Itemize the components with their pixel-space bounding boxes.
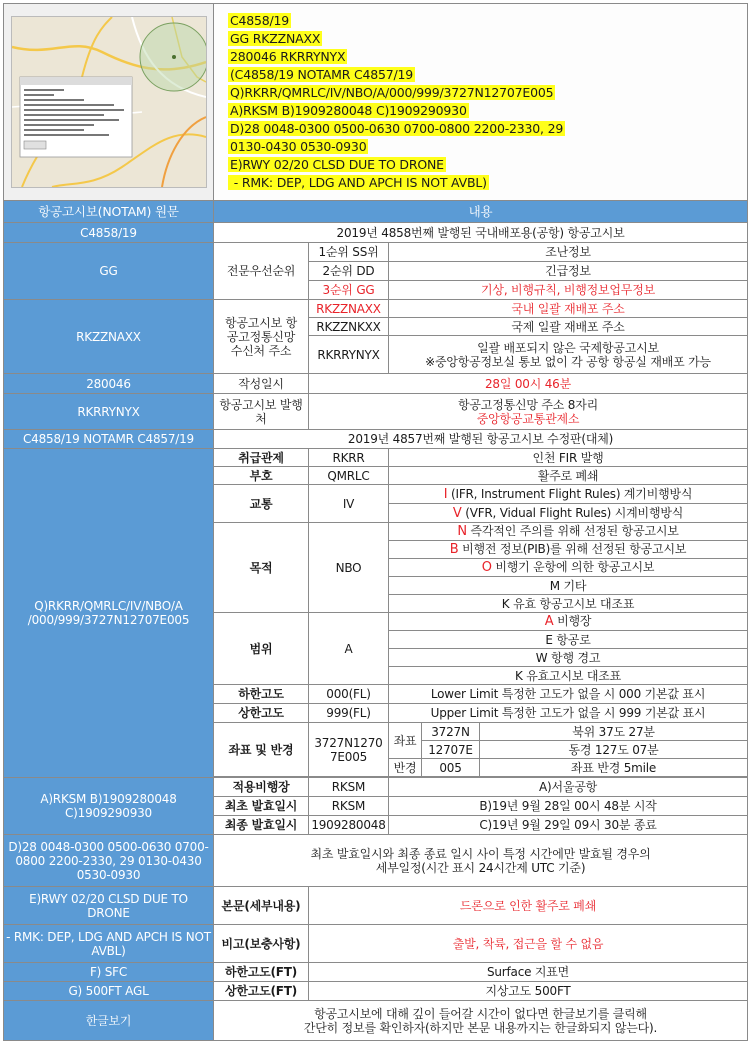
q-coord-code: 3727N1270 7E005 [309, 723, 389, 777]
q-purpose-item: M 기타 [389, 577, 748, 595]
raw-notam-line: Q)RKRR/QMRLC/IV/NBO/A/000/999/3727N12707E005 [230, 85, 554, 100]
rkzz-code: RKRRYNYX [309, 336, 389, 374]
row-label-rmk: - RMK: DEP, LDG AND APCH IS NOT AVBL) [4, 925, 214, 963]
row-label-d: D)28 0048-0300 0500-0630 0700-0800 2200-2330, 29 0130-0430 0530-0930 [4, 835, 214, 887]
q-purpose-item [389, 541, 748, 559]
gg-desc-active: 기상, 비행규칙, 비행정보업무정보 [389, 281, 748, 300]
raw-notam-line: C4858/19 [230, 13, 290, 28]
time-mid: 작성일시 [214, 374, 309, 394]
raw-notam-line: D)28 0048-0300 0500-0630 0700-0800 2200-2330, 29 [230, 121, 564, 136]
row-label-f: F) SFC [4, 963, 214, 982]
q-purpose-item [389, 559, 748, 577]
q-purpose-code: NBO [309, 523, 389, 613]
notam-table [3, 3, 748, 1041]
korean-view-desc [214, 1001, 748, 1041]
f-mid: 하한고도(FT) [214, 963, 309, 982]
map-thumbnail-cell [4, 4, 214, 201]
q-lon-code: 12707E [422, 741, 480, 759]
q-coord-sublabel: 좌표 [389, 723, 422, 759]
q-traffic-text: (VFR, Vidual Flight Rules) 시계비행방식 [461, 505, 684, 520]
raw-notam-line: 280046 RKRRYNYX [230, 49, 346, 64]
header-original: 항공고시보(NOTAM) 원문 [4, 201, 214, 223]
c4858-desc: 2019년 4858번째 발행된 국내배포용(공항) 항공고시보 [214, 223, 748, 243]
d-desc-line: 최초 발효일시와 최종 종료 일시 사이 특정 시간에만 발효될 경우의 [310, 846, 651, 861]
raw-notam-cell [214, 4, 748, 201]
rkzz-desc-note: ※중앙항공정보실 통보 없이 각 공항 항공실 재배포 가능 [425, 354, 711, 369]
rkzz-mid: 항공고시보 항공고정통신망 수신처 주소 [214, 300, 309, 374]
row-label-280046: 280046 [4, 374, 214, 394]
q-purpose-text: 즉각적인 주의를 위해 선정된 항공고시보 [466, 524, 679, 538]
q-traffic-code: IV [309, 485, 389, 523]
q-purpose-letter: O [481, 560, 492, 575]
raw-notam-text [228, 12, 565, 192]
row-label-gg: GG [4, 243, 214, 300]
q-purpose-item: K 유효 항공고시보 대조표 [389, 595, 748, 613]
q-traffic-letter: I [443, 486, 448, 502]
q-purpose-letter: N [457, 524, 467, 539]
abc-desc: B)19년 9월 28일 00시 48분 시작 [389, 797, 748, 816]
issuer-desc-line: 항공고정통신망 주소 8자리 [458, 397, 598, 412]
q-upper-desc: Upper Limit 특정한 고도가 없을 시 999 기본값 표시 [389, 704, 748, 723]
map-thumbnail [11, 16, 207, 188]
issuer-desc-line-red: 중앙항공교통관제소 [476, 411, 580, 426]
abc-code: RKSM [309, 778, 389, 797]
q-subj-desc: 활주로 폐쇄 [389, 467, 748, 485]
q-upper-code: 999(FL) [309, 704, 389, 723]
row-label-notamr: C4858/19 NOTAMR C4857/19 [4, 430, 214, 449]
rkzz-desc-multi [389, 336, 748, 374]
q-coord-mid: 좌표 및 반경 [214, 723, 309, 777]
rkzz-code: RKZZNKXX [309, 318, 389, 336]
q-traffic-item [389, 504, 748, 523]
q-rad-desc: 좌표 반경 5mile [480, 759, 748, 777]
q-lat-desc: 북위 37도 27분 [480, 723, 748, 741]
q-scope-letter: A [544, 614, 554, 629]
q-scope-item: K 유효고시보 대조표 [389, 667, 748, 685]
row-label-e: E)RWY 02/20 CLSD DUE TO DRONE [4, 887, 214, 925]
q-subj-code: QMRLC [309, 467, 389, 485]
q-traffic-item [389, 485, 748, 504]
q-subj-mid: 부호 [214, 467, 309, 485]
q-scope-item: W 항행 경고 [389, 649, 748, 667]
q-lat-code: 3727N [422, 723, 480, 741]
korean-view-line: 간단히 정보를 확인하자(하지만 본문 내용까지는 한글화되지 않는다). [303, 1020, 658, 1035]
abc-code: 1909280048 [309, 816, 389, 835]
q-traffic-mid: 교통 [214, 485, 309, 523]
row-label-g: G) 500FT AGL [4, 982, 214, 1001]
gg-desc: 조난정보 [389, 243, 748, 262]
abc-desc: C)19년 9월 29일 09시 30분 종료 [389, 816, 748, 835]
rkzz-desc: 일괄 배포되지 않은 국제항공고시보 [477, 340, 659, 355]
row-label-c4858: C4858/19 [4, 223, 214, 243]
gg-code: 1순위 SS위 [309, 243, 389, 262]
rkzz-desc-active: 국내 일괄 재배포 주소 [389, 300, 748, 318]
q-purpose-letter: B [449, 542, 459, 557]
row-label-rkrrynyx: RKRRYNYX [4, 394, 214, 430]
d-desc-line: 세부일정(시간 표시 24시간제 UTC 기준) [375, 860, 586, 875]
gg-code: 2순위 DD [309, 262, 389, 281]
q-fir-desc: 인천 FIR 발행 [389, 449, 748, 467]
abc-desc: A)서울공항 [389, 778, 748, 797]
q-traffic-letter: V [452, 505, 462, 521]
g-desc: 지상고도 500FT [309, 982, 748, 1001]
q-traffic-text: (IFR, Instrument Flight Rules) 계기비행방식 [447, 486, 693, 501]
q-purpose-mid: 목적 [214, 523, 309, 613]
korean-view-line: 항공고시보에 대해 깊이 들어갈 시간이 없다면 한글보기를 클릭해 [314, 1006, 647, 1021]
rkzz-desc: 국제 일괄 재배포 주소 [389, 318, 748, 336]
d-desc [214, 835, 748, 887]
raw-notam-line: A)RKSM B)1909280048 C)1909290930 [230, 103, 467, 118]
header-content: 내용 [214, 201, 748, 223]
abc-mid: 최종 발효일시 [214, 816, 309, 835]
q-scope-code: A [309, 613, 389, 685]
q-lower-mid: 하한고도 [214, 685, 309, 704]
q-scope-text: 비행장 [553, 614, 592, 628]
raw-notam-line: - RMK: DEP, LDG AND APCH IS NOT AVBL) [230, 175, 487, 190]
q-fir-code: RKRR [309, 449, 389, 467]
q-scope-mid: 범위 [214, 613, 309, 685]
e-desc: 드론으로 인한 활주로 폐쇄 [309, 887, 748, 925]
issuer-desc [309, 394, 748, 430]
raw-notam-line: GG RKZZNAXX [230, 31, 321, 46]
abc-mid: 최초 발효일시 [214, 797, 309, 816]
raw-notam-line: E)RWY 02/20 CLSD DUE TO DRONE [230, 157, 444, 172]
gg-desc: 긴급정보 [389, 262, 748, 281]
raw-notam-line: (C4858/19 NOTAMR C4857/19 [230, 67, 414, 82]
rmk-desc: 출발, 착륙, 접근을 할 수 없음 [309, 925, 748, 963]
q-scope-item [389, 613, 748, 631]
q-purpose-item [389, 523, 748, 541]
q-purpose-text: 비행전 정보(PIB)를 위해 선정된 항공고시보 [458, 542, 687, 556]
row-label-korean-view: 한글보기 [4, 1001, 214, 1041]
q-lon-desc: 동경 127도 07분 [480, 741, 748, 759]
q-purpose-text: 비행기 운항에 의한 항공고시보 [491, 560, 655, 574]
gg-mid: 전문우선순위 [214, 243, 309, 300]
gg-code-active: 3순위 GG [309, 281, 389, 300]
e-mid: 본문(세부내용) [214, 887, 309, 925]
notamr-desc: 2019년 4857번째 발행된 항공고시보 수정판(대체) [214, 430, 748, 449]
issuer-mid: 항공고시보 발행처 [214, 394, 309, 430]
row-label-q: Q)RKRR/QMRLC/IV/NBO/A /000/999/3727N12707E005 [4, 449, 214, 778]
q-scope-item: E 항공로 [389, 631, 748, 649]
abc-code: RKSM [309, 797, 389, 816]
row-label-abc: A)RKSM B)1909280048 C)1909290930 [4, 778, 214, 835]
q-lower-code: 000(FL) [309, 685, 389, 704]
f-desc: Surface 지표면 [309, 963, 748, 982]
rmk-mid: 비고(보충사항) [214, 925, 309, 963]
rkzz-code-active: RKZZNAXX [309, 300, 389, 318]
q-radius-sublabel: 반경 [389, 759, 422, 777]
time-desc: 28일 00시 46분 [309, 374, 748, 394]
abc-mid: 적용비행장 [214, 778, 309, 797]
raw-notam-line: 0130-0430 0530-0930 [230, 139, 367, 154]
g-mid: 상한고도(FT) [214, 982, 309, 1001]
q-upper-mid: 상한고도 [214, 704, 309, 723]
q-rad-code: 005 [422, 759, 480, 777]
q-lower-desc: Lower Limit 특정한 고도가 없을 시 000 기본값 표시 [389, 685, 748, 704]
q-fir-mid: 취급관제 [214, 449, 309, 467]
row-label-rkzznaxx: RKZZNAXX [4, 300, 214, 374]
